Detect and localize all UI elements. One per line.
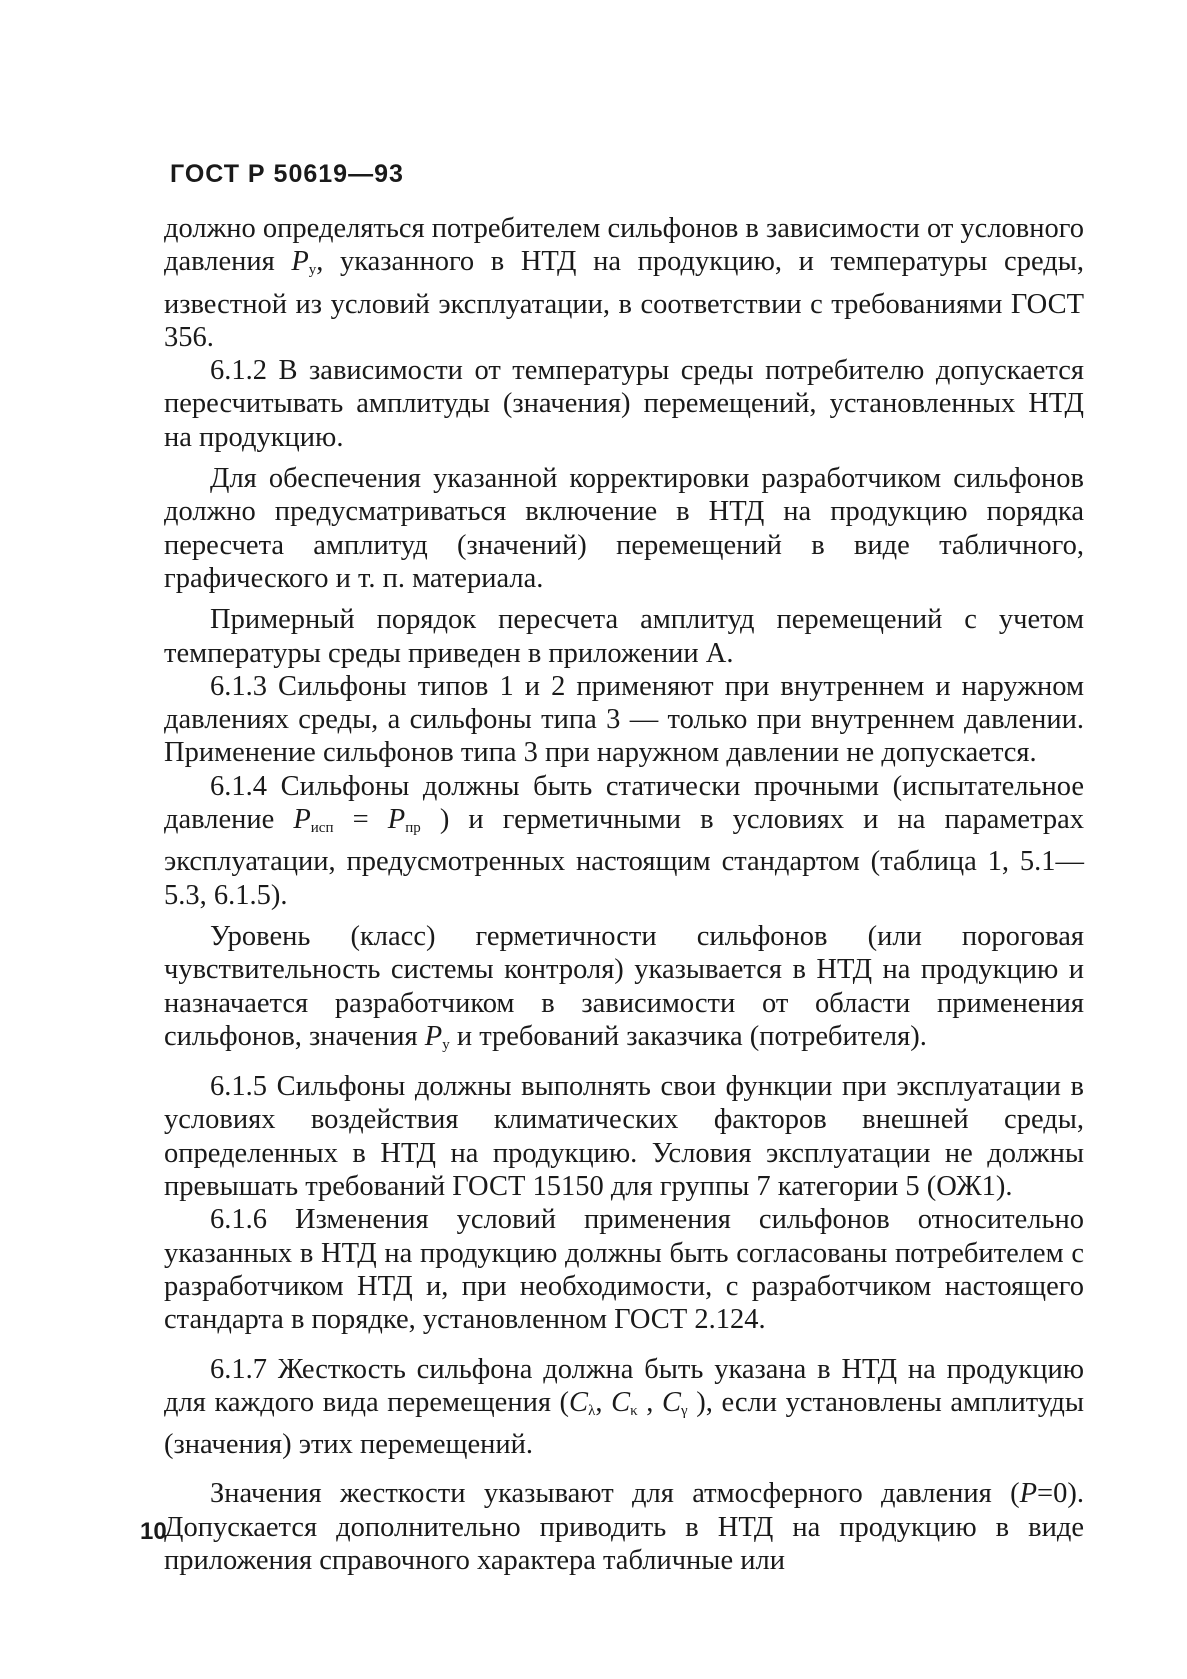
- page-number: 10: [140, 1518, 167, 1545]
- paragraph-6-1-6: 6.1.6 Изменения условий применения сильфонов относительно указанных в НТД на продукцию должны быть согласованы потребителем с разработчиком НТД и, при необходимости, с разработчиком настоящего стандарта в порядке, установленном ГОСТ 2.124.: [164, 1204, 1084, 1336]
- document-header: ГОСТ Р 50619—93: [170, 160, 404, 188]
- paragraph-6-1-7: 6.1.7 Жесткость сильфона должна быть указана в НТД на продукцию для каждого вида перемещения ($C_\lambda$, $C_\kappa$ , $C_\gamma$ ), если установлены амплитуды (значения) этих перемещений.: [164, 1353, 1084, 1461]
- paragraph-correction: Для обеспечения указанной корректировки разработчиком сильфонов должно предусматриваться включение в НТД на продукцию порядка пересчета амплитуд (значений) перемещений в виде табличного, графического и т. п. материала.: [164, 463, 1084, 594]
- paragraph-6-1-3: 6.1.3 Сильфоны типов 1 и 2 применяют при внутреннем и наружном давлениях среды, а сильфоны типа 3 — только при внутреннем давлении. Применение сильфонов типа 3 при наружном давлении не допускается.: [164, 670, 1084, 769]
- paragraph-6-1-5: 6.1.5 Сильфоны должны выполнять свои функции при эксплуатации в условиях воздействия климатических факторов внешней среды, определенных в НТД на продукцию. Условия эксплуатации не должны превышать требований ГОСТ 15150 для группы 7 категории 5 (ОЖ1).: [164, 1071, 1084, 1203]
- document-body: [164, 212, 1084, 1577]
- paragraph-tightness: Уровень (класс) герметичности сильфонов (или пороговая чувствительность системы контроля) указывается в НТД на продукцию и назначается разработчиком в зависимости от области применения сильфонов, значения $P_у$ и требований заказчика (потребителя).: [164, 920, 1084, 1053]
- paragraph-stiffness-values: Значения жесткости указывают для атмосферного давления (P=0). Допускается дополнительно приводить в НТД на продукцию в виде приложения справочного характера табличные или: [164, 1478, 1084, 1576]
- paragraph-6-1-2: 6.1.2 В зависимости от температуры среды потребителю допускается пересчитывать амплитуды (значения) перемещений, установленных НТД на продукцию.: [164, 355, 1084, 453]
- paragraph-6-1-4: 6.1.4 Сильфоны должны быть статически прочными (испытательное давление $P_{исп} = P_{пр}$ ) и герметичными в условиях и на параметрах эксплуатации, предусмотренных настоящим стандартом (таблица 1, 5.1—5.3, 6.1.5).: [164, 770, 1084, 911]
- paragraph-continuation: должно определяться потребителем сильфонов в зависимости от условного давления $P_у$, указанного в НТД на продукцию, и температуры среды, известной из условий эксплуатации, в соответствии с требованиями ГОСТ 356.: [164, 213, 1085, 353]
- paragraph-procedure: Примерный порядок пересчета амплитуд перемещений с учетом температуры среды приведен в приложении А.: [164, 604, 1084, 669]
